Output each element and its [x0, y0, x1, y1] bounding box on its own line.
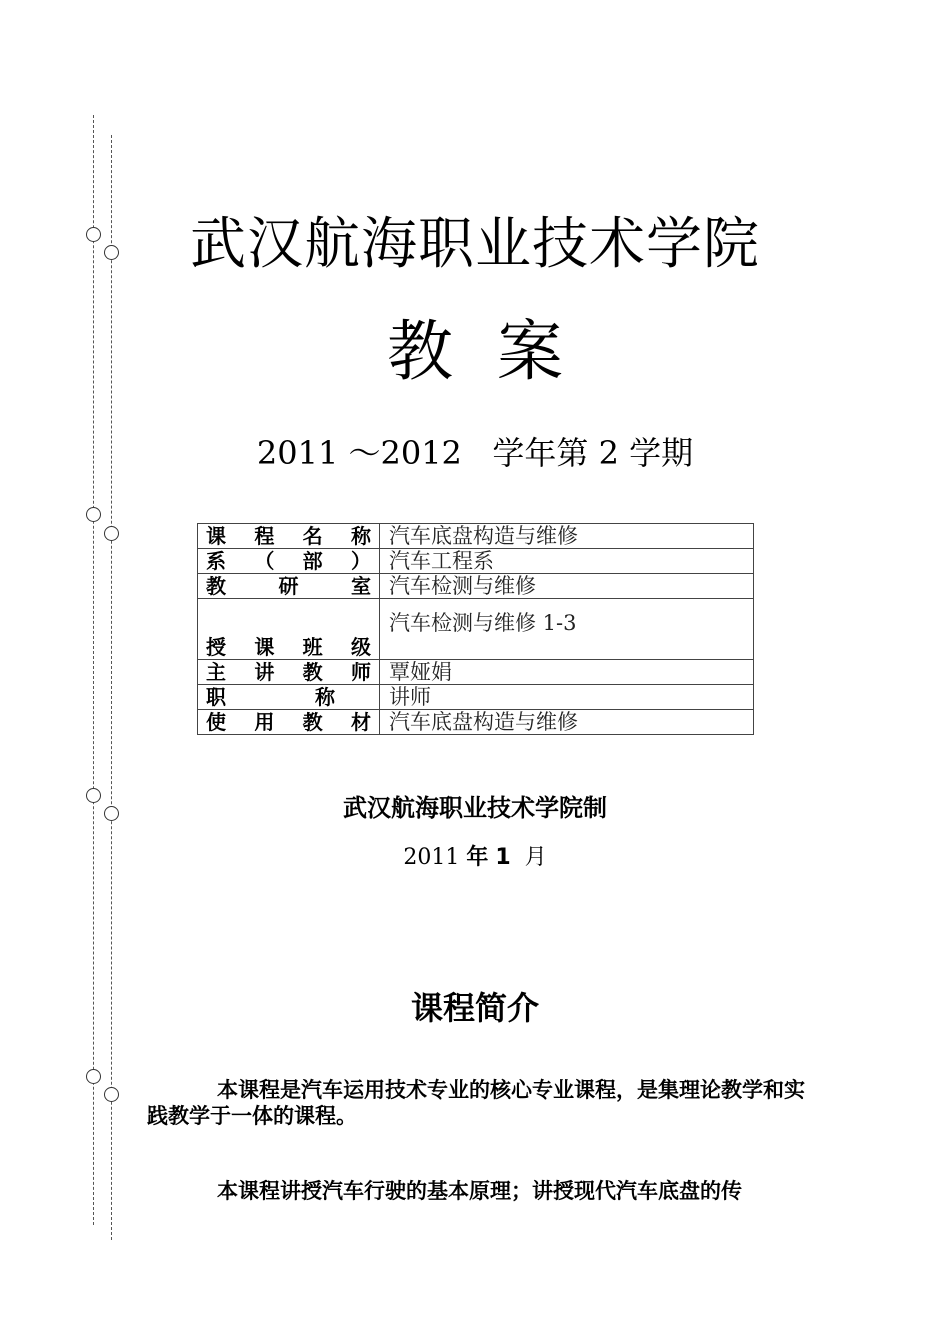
row-label: 授 课 班 级: [198, 599, 380, 660]
intro-paragraph-1: 本课程是汽车运用技术专业的核心专业课程，是集理论教学和实践教学于一体的课程。: [147, 1078, 805, 1128]
textbook-value: 汽车底盘构造与维修: [380, 710, 754, 735]
title-value: 讲师: [380, 685, 754, 710]
date-month: 1: [495, 845, 511, 870]
intro-title: 课程简介: [410, 989, 539, 1027]
school-title: 武汉航海职业技术学院: [190, 212, 760, 277]
table-row: [198, 685, 754, 710]
doc-title: [0, 298, 950, 393]
binding-line-left: [93, 115, 94, 1225]
row-label: 主 讲 教 师: [198, 660, 380, 685]
intro-paragraph-2: 本课程讲授汽车行驶的基本原理；讲授现代汽车底盘的传: [217, 1179, 742, 1203]
table-row: [198, 710, 754, 735]
date-month-unit: 月: [524, 845, 547, 870]
row-label: 课 程 名 称: [198, 524, 380, 549]
row-label: 系 （ 部 ）: [198, 549, 380, 574]
binding-hole-icon: [104, 1087, 119, 1102]
doc-title-char: 教: [387, 313, 453, 390]
row-label: 职 称: [198, 685, 380, 710]
course-name-value: 汽车底盘构造与维修: [380, 524, 754, 549]
course-info-table: [197, 523, 754, 735]
row-label: 教 研 室: [198, 574, 380, 599]
academic-term: 2011 ～2012 学年第 2 学期: [256, 434, 694, 472]
teacher-value: 覃娅娟: [380, 660, 754, 685]
binding-hole-icon: [86, 1069, 101, 1084]
binding-hole-icon: [104, 526, 119, 541]
table-row: [198, 574, 754, 599]
teaching-office-value: 汽车检测与维修: [380, 574, 754, 599]
table-row: [198, 549, 754, 574]
doc-title-char: 案: [497, 313, 563, 390]
maker-line: 武汉航海职业技术学院制: [343, 794, 607, 822]
date-year: 2011: [403, 845, 460, 870]
class-value: 汽车检测与维修 1-3: [380, 599, 754, 660]
binding-hole-icon: [86, 507, 101, 522]
department-value: 汽车工程系: [380, 549, 754, 574]
date-line: [0, 840, 950, 871]
row-label: 使 用 教 材: [198, 710, 380, 735]
date-year-unit: 年: [466, 845, 489, 870]
table-row: [198, 599, 754, 660]
table-row: [198, 524, 754, 549]
table-row: [198, 660, 754, 685]
